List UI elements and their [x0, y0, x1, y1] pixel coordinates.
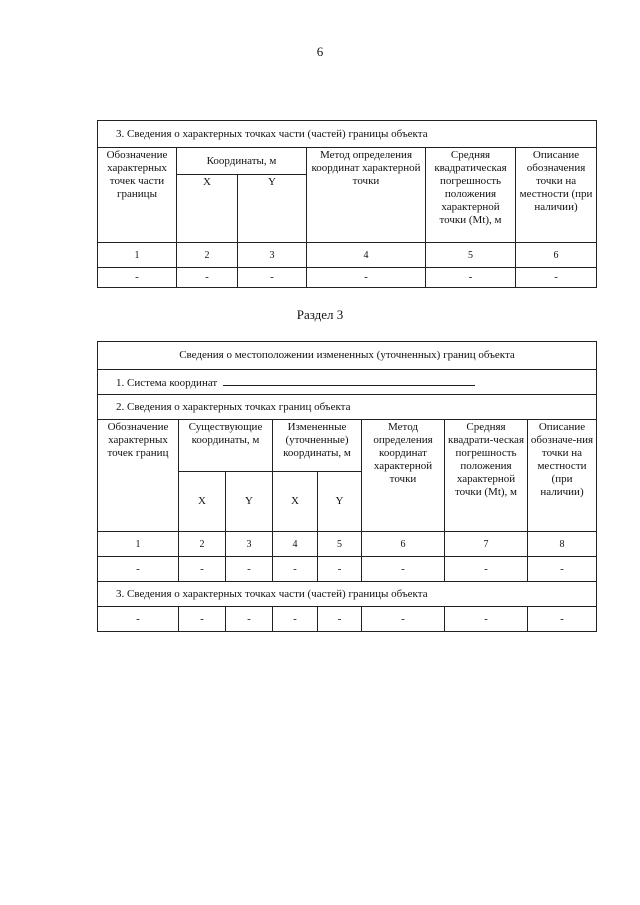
- part-boundary-points-table: [97, 120, 597, 288]
- table1-col-number: 6: [516, 243, 597, 268]
- coordinate-system-field: [223, 375, 475, 386]
- table1-header-y: Y: [238, 175, 307, 243]
- table-cell: -: [98, 268, 177, 288]
- table2-header-changed-x: X: [273, 472, 318, 532]
- table2-col-number: 7: [445, 532, 528, 557]
- table-cell: -: [445, 607, 528, 632]
- table-cell: -: [273, 607, 318, 632]
- part-boundary-title: 3. Сведения о характерных точках части (частей) границы объекта: [98, 582, 597, 607]
- table1-header-error: Средняя квадратическая погрешность положения характерной точки (Mt), м: [426, 148, 516, 243]
- table-cell: -: [426, 268, 516, 288]
- table2-header-error: Средняя квадрати-ческая погрешность положения характерной точки (Mt), м: [445, 420, 528, 532]
- table-row: [98, 557, 597, 582]
- table1-header-coordinates: Координаты, м: [177, 148, 307, 175]
- table-cell: -: [177, 268, 238, 288]
- table-row: [98, 268, 597, 288]
- table1-col-number: 3: [238, 243, 307, 268]
- table-cell: -: [179, 607, 226, 632]
- table-cell: -: [318, 607, 362, 632]
- table-cell: -: [516, 268, 597, 288]
- table2-col-number: 5: [318, 532, 362, 557]
- table2-col-number: 4: [273, 532, 318, 557]
- page-number: 6: [316, 44, 324, 59]
- table2-header-description: Описание обозначе-ния точки на местности (при наличии): [528, 420, 597, 532]
- table-cell: -: [307, 268, 426, 288]
- table1-col-number: 5: [426, 243, 516, 268]
- table1-header-designation: Обозначение характерных точек части границы: [98, 148, 177, 243]
- table2-col-number: 1: [98, 532, 179, 557]
- table-cell: -: [179, 557, 226, 582]
- table-cell: -: [238, 268, 307, 288]
- table1-col-number: 2: [177, 243, 238, 268]
- table2-header-existing-y: Y: [226, 472, 273, 532]
- coordinate-system-row: [98, 370, 597, 395]
- table-cell: -: [273, 557, 318, 582]
- boundary-points-title: 2. Сведения о характерных точках границ объекта: [98, 395, 597, 420]
- table1-col-number: 1: [98, 243, 177, 268]
- table2-header-method: Метод определения координат характерной точки: [362, 420, 445, 532]
- table1-header-method: Метод определения координат характерной точки: [307, 148, 426, 243]
- table2-col-number: 3: [226, 532, 273, 557]
- table1-title: 3. Сведения о характерных точках части (частей) границы объекта: [98, 121, 597, 148]
- table-cell: -: [98, 607, 179, 632]
- table-cell: -: [98, 557, 179, 582]
- changed-boundaries-table: [97, 341, 597, 632]
- table2-header-existing: Существующие координаты, м: [179, 420, 273, 472]
- table2-col-number: 8: [528, 532, 597, 557]
- table-cell: -: [318, 557, 362, 582]
- table2-title: Сведения о местоположении измененных (уточненных) границ объекта: [98, 342, 597, 370]
- table2-header-existing-x: X: [179, 472, 226, 532]
- table-row: [98, 607, 597, 632]
- table-cell: -: [362, 607, 445, 632]
- table-cell: -: [362, 557, 445, 582]
- section-title: Раздел 3: [296, 307, 344, 322]
- table-cell: -: [226, 557, 273, 582]
- coordinate-system-label: 1. Система координат: [116, 376, 218, 389]
- table1-header-x: X: [177, 175, 238, 243]
- table-cell: -: [528, 607, 597, 632]
- table2-header-designation: Обозначение характерных точек границ: [98, 420, 179, 532]
- table-cell: -: [226, 607, 273, 632]
- table2-col-number: 6: [362, 532, 445, 557]
- table1-header-description: Описание обозначения точки на местности (при наличии): [516, 148, 597, 243]
- table2-header-changed: Измененные (уточненные) координаты, м: [273, 420, 362, 472]
- table2-header-changed-y: Y: [318, 472, 362, 532]
- table1-col-number: 4: [307, 243, 426, 268]
- table-cell: -: [528, 557, 597, 582]
- table2-col-number: 2: [179, 532, 226, 557]
- table-cell: -: [445, 557, 528, 582]
